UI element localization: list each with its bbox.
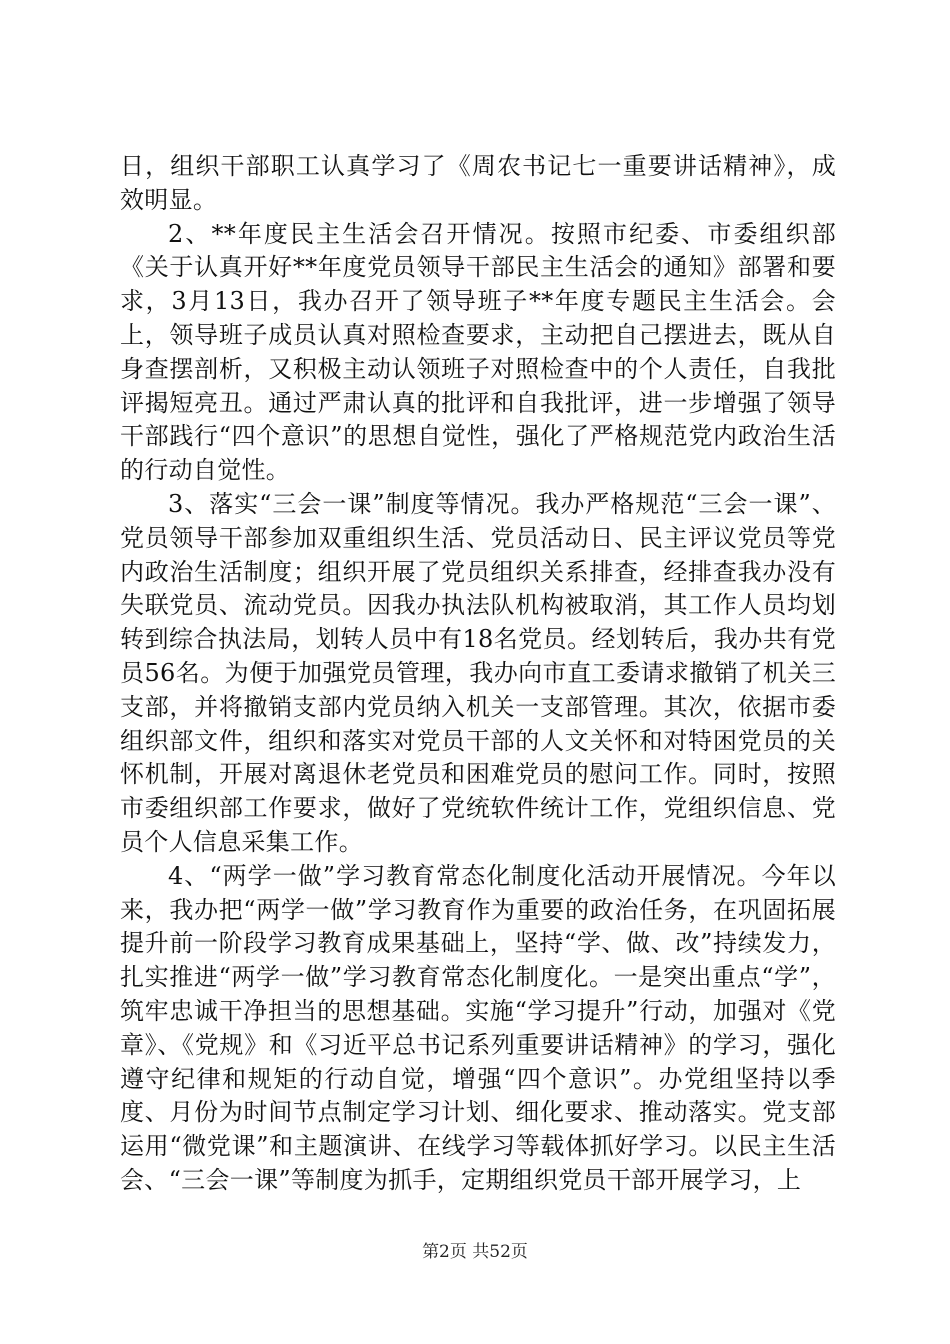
paragraph-three-meetings-one-lesson: 3、落实“三会一课”制度等情况。我办严格规范“三会一课”、党员领导干部参加双重组织生活、党员活动日、民主评议党员等党内政治生活制度；组织开展了党员组织关系排查，经排查我办没有失联党员、流动党员。因我办执法队机构被取消，其工作人员均划转到综合执法局，划转人员中有18名党员。经划转后，我办共有党员56名。为便于加强党员管理，我办向市直工委请求撤销了机关三支部，并将撤销支部内党员纳入机关一支部管理。其次，依据市委组织部文件，组织和落实对党员干部的人文关怀和对特困党员的关怀机制，开展对离退休老党员和困难党员的慰问工作。同时，按照市委组织部工作要求，做好了党统软件统计工作，党组织信息、党员个人信息采集工作。 — [120, 489, 836, 856]
paragraph-continuation: 日，组织干部职工认真学习了《周农书记七一重要讲话精神》，成效明显。 — [120, 152, 836, 214]
document-body — [120, 150, 836, 1198]
page-number-footer: 第2页 共52页 — [422, 1242, 528, 1262]
paragraph-two-studies-one-action: 4、“两学一做”学习教育常态化制度化活动开展情况。今年以来，我办把“两学一做”学习教育作为重要的政治任务，在巩固拓展提升前一阶段学习教育成果基础上，坚持“学、做、改”持续发力，扎实推进“两学一做”学习教育常态化制度化。一是突出重点“学”，筑牢忠诚干净担当的思想基础。实施“学习提升”行动，加强对《党章》、《党规》和《习近平总书记系列重要讲话精神》的学习，强化遵守纪律和规矩的行动自觉，增强“四个意识”。办党组坚持以季度、月份为时间节点制定学习计划、细化要求、推动落实。党支部运用“微党课”和主题演讲、在线学习等载体抓好学习。以民主生活会、“三会一课”等制度为抓手，定期组织党员干部开展学习，上 — [120, 861, 836, 1194]
paragraph-democratic-life-meeting: 2、**年度民主生活会召开情况。按照市纪委、市委组织部《关于认真开好**年度党员领导干部民主生活会的通知》部署和要求，3月13日，我办召开了领导班子**年度专题民主生活会。会上，领导班子成员认真对照检查要求，主动把自己摆进去，既从自身查摆剖析，又积极主动认领班子对照检查中的个人责任，自我批评揭短亮丑。通过严肃认真的批评和自我批评，进一步增强了领导干部践行“四个意识”的思想自觉性，强化了严格规范党内政治生活的行动自觉性。 — [120, 219, 836, 485]
